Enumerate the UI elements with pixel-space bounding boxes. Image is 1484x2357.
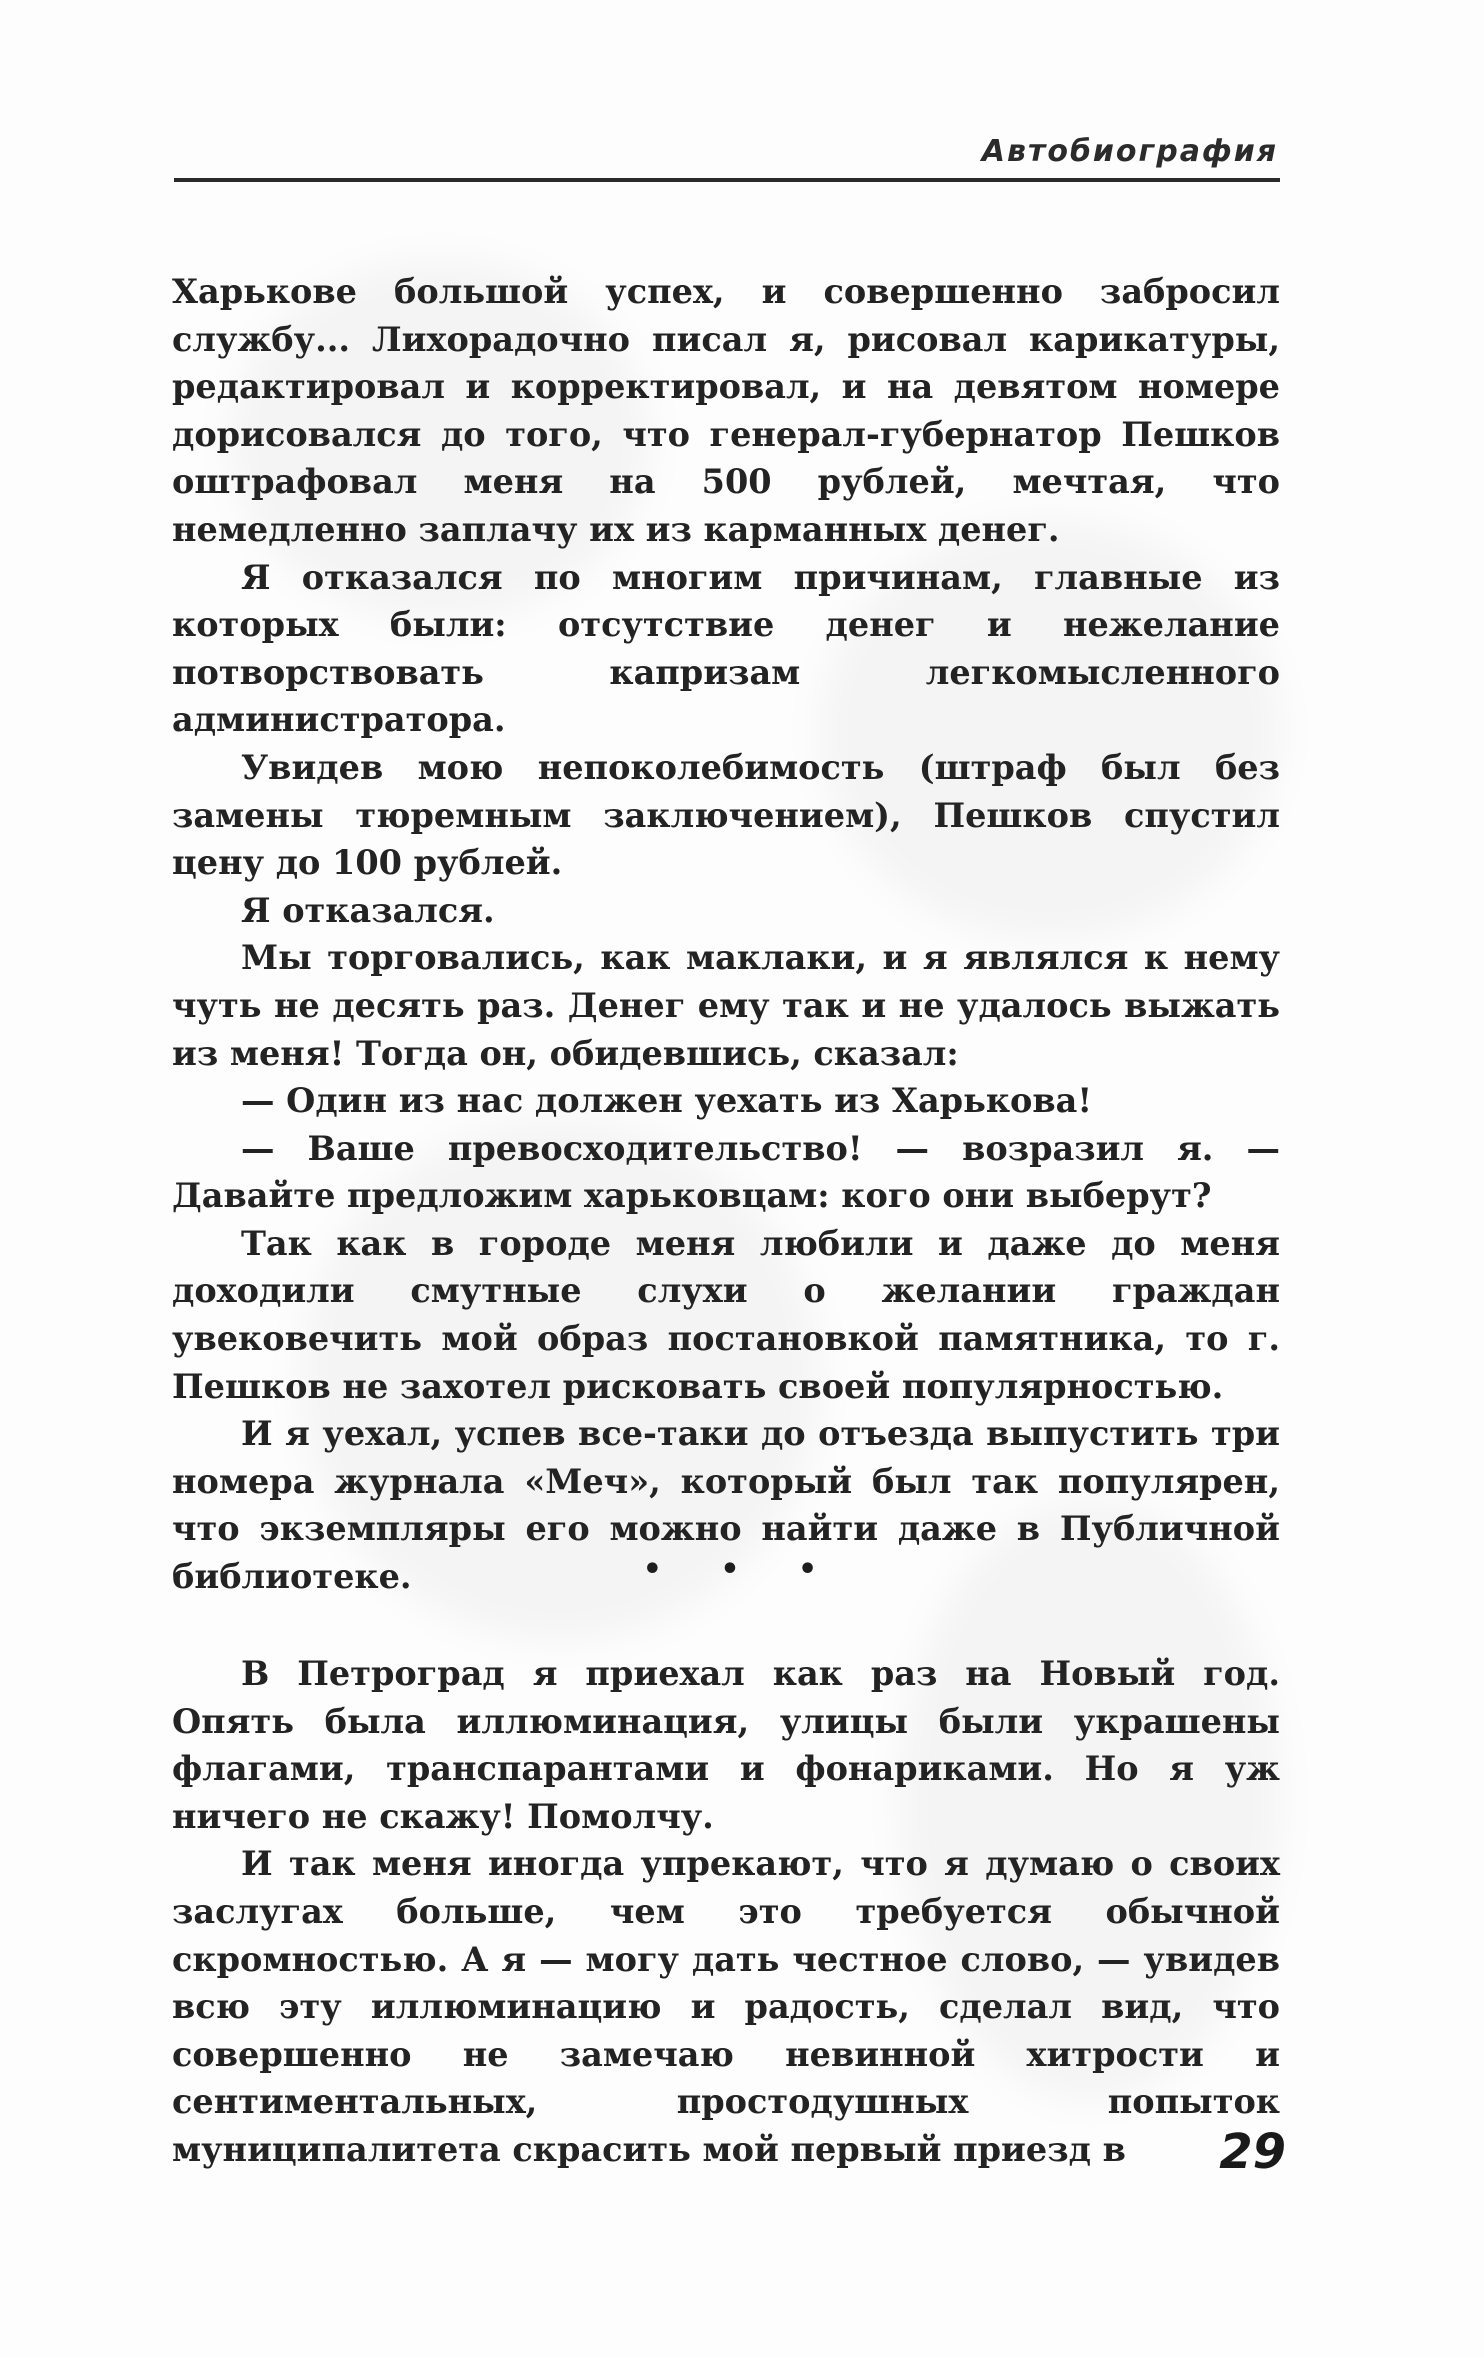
paragraph: Харькове большой успех, и совершенно забросил службу... Лихорадочно писал я, рисовал карикатуры, редактировал и корректировал, и на девятом номере дорисовался до того, что генерал-губернатор Пешков оштрафовал меня на 500 рублей, мечтая, что немедленно заплачу их из карманных денег. bbox=[172, 272, 1280, 549]
text-section-1 bbox=[172, 268, 1280, 1601]
dialogue-line: — Ваше превосходительство! — возразил я. — Давайте предложим харьковцам: кого они выберут? bbox=[172, 1128, 1280, 1216]
header-rule bbox=[174, 178, 1280, 182]
section-separator: • • • bbox=[642, 1552, 842, 1587]
paragraph: И так меня иногда упрекают, что я думаю о своих заслугах больше, чем это требуется обычной скромностью. А я — могу дать честное слово, — увидев всю эту иллюминацию и радость, сделал вид, что совершенно не замечаю невинной хитрости и сентиментальных, простодушных попыток муниципалитета скрасить мой первый приезд в bbox=[172, 1844, 1280, 2169]
paragraph: Мы торговались, как маклаки, и я являлся к нему чуть не десять раз. Денег ему так и не удалось выжать из меня! Тогда он, обидевшись, сказал: bbox=[172, 938, 1280, 1073]
paragraph: В Петроград я приехал как раз на Новый год. Опять была иллюминация, улицы были украшены флагами, транспарантами и фонариками. Но я уж ничего не скажу! Помолчу. bbox=[172, 1654, 1280, 1836]
text-section-2 bbox=[172, 1650, 1280, 2174]
paragraph: Я отказался по многим причинам, главные из которых были: отсутствие денег и нежелание потворствовать капризам легкомысленного администратора. bbox=[172, 557, 1280, 740]
running-title: Автобиография bbox=[981, 134, 1278, 169]
paragraph: И я уехал, успев все-таки до отъезда выпустить три номера журнала «Меч», который был так популярен, что экземпляры его можно найти даже в Публичной библиотеке. bbox=[172, 1414, 1280, 1597]
paragraph: Так как в городе меня любили и даже до меня доходили смутные слухи о желании граждан увековечить мой образ постановкой памятника, то г. Пешков не захотел рисковать своей популярностью. bbox=[172, 1223, 1280, 1406]
dialogue-line: — Один из нас должен уехать из Харькова! bbox=[241, 1081, 1093, 1121]
page-number: 29 bbox=[1219, 2124, 1286, 2180]
paragraph: Увидев мою непоколебимость (штраф был без замены тюремным заключением), Пешков спустил цену до 100 рублей. bbox=[172, 747, 1280, 883]
paragraph: Я отказался. bbox=[241, 890, 495, 930]
